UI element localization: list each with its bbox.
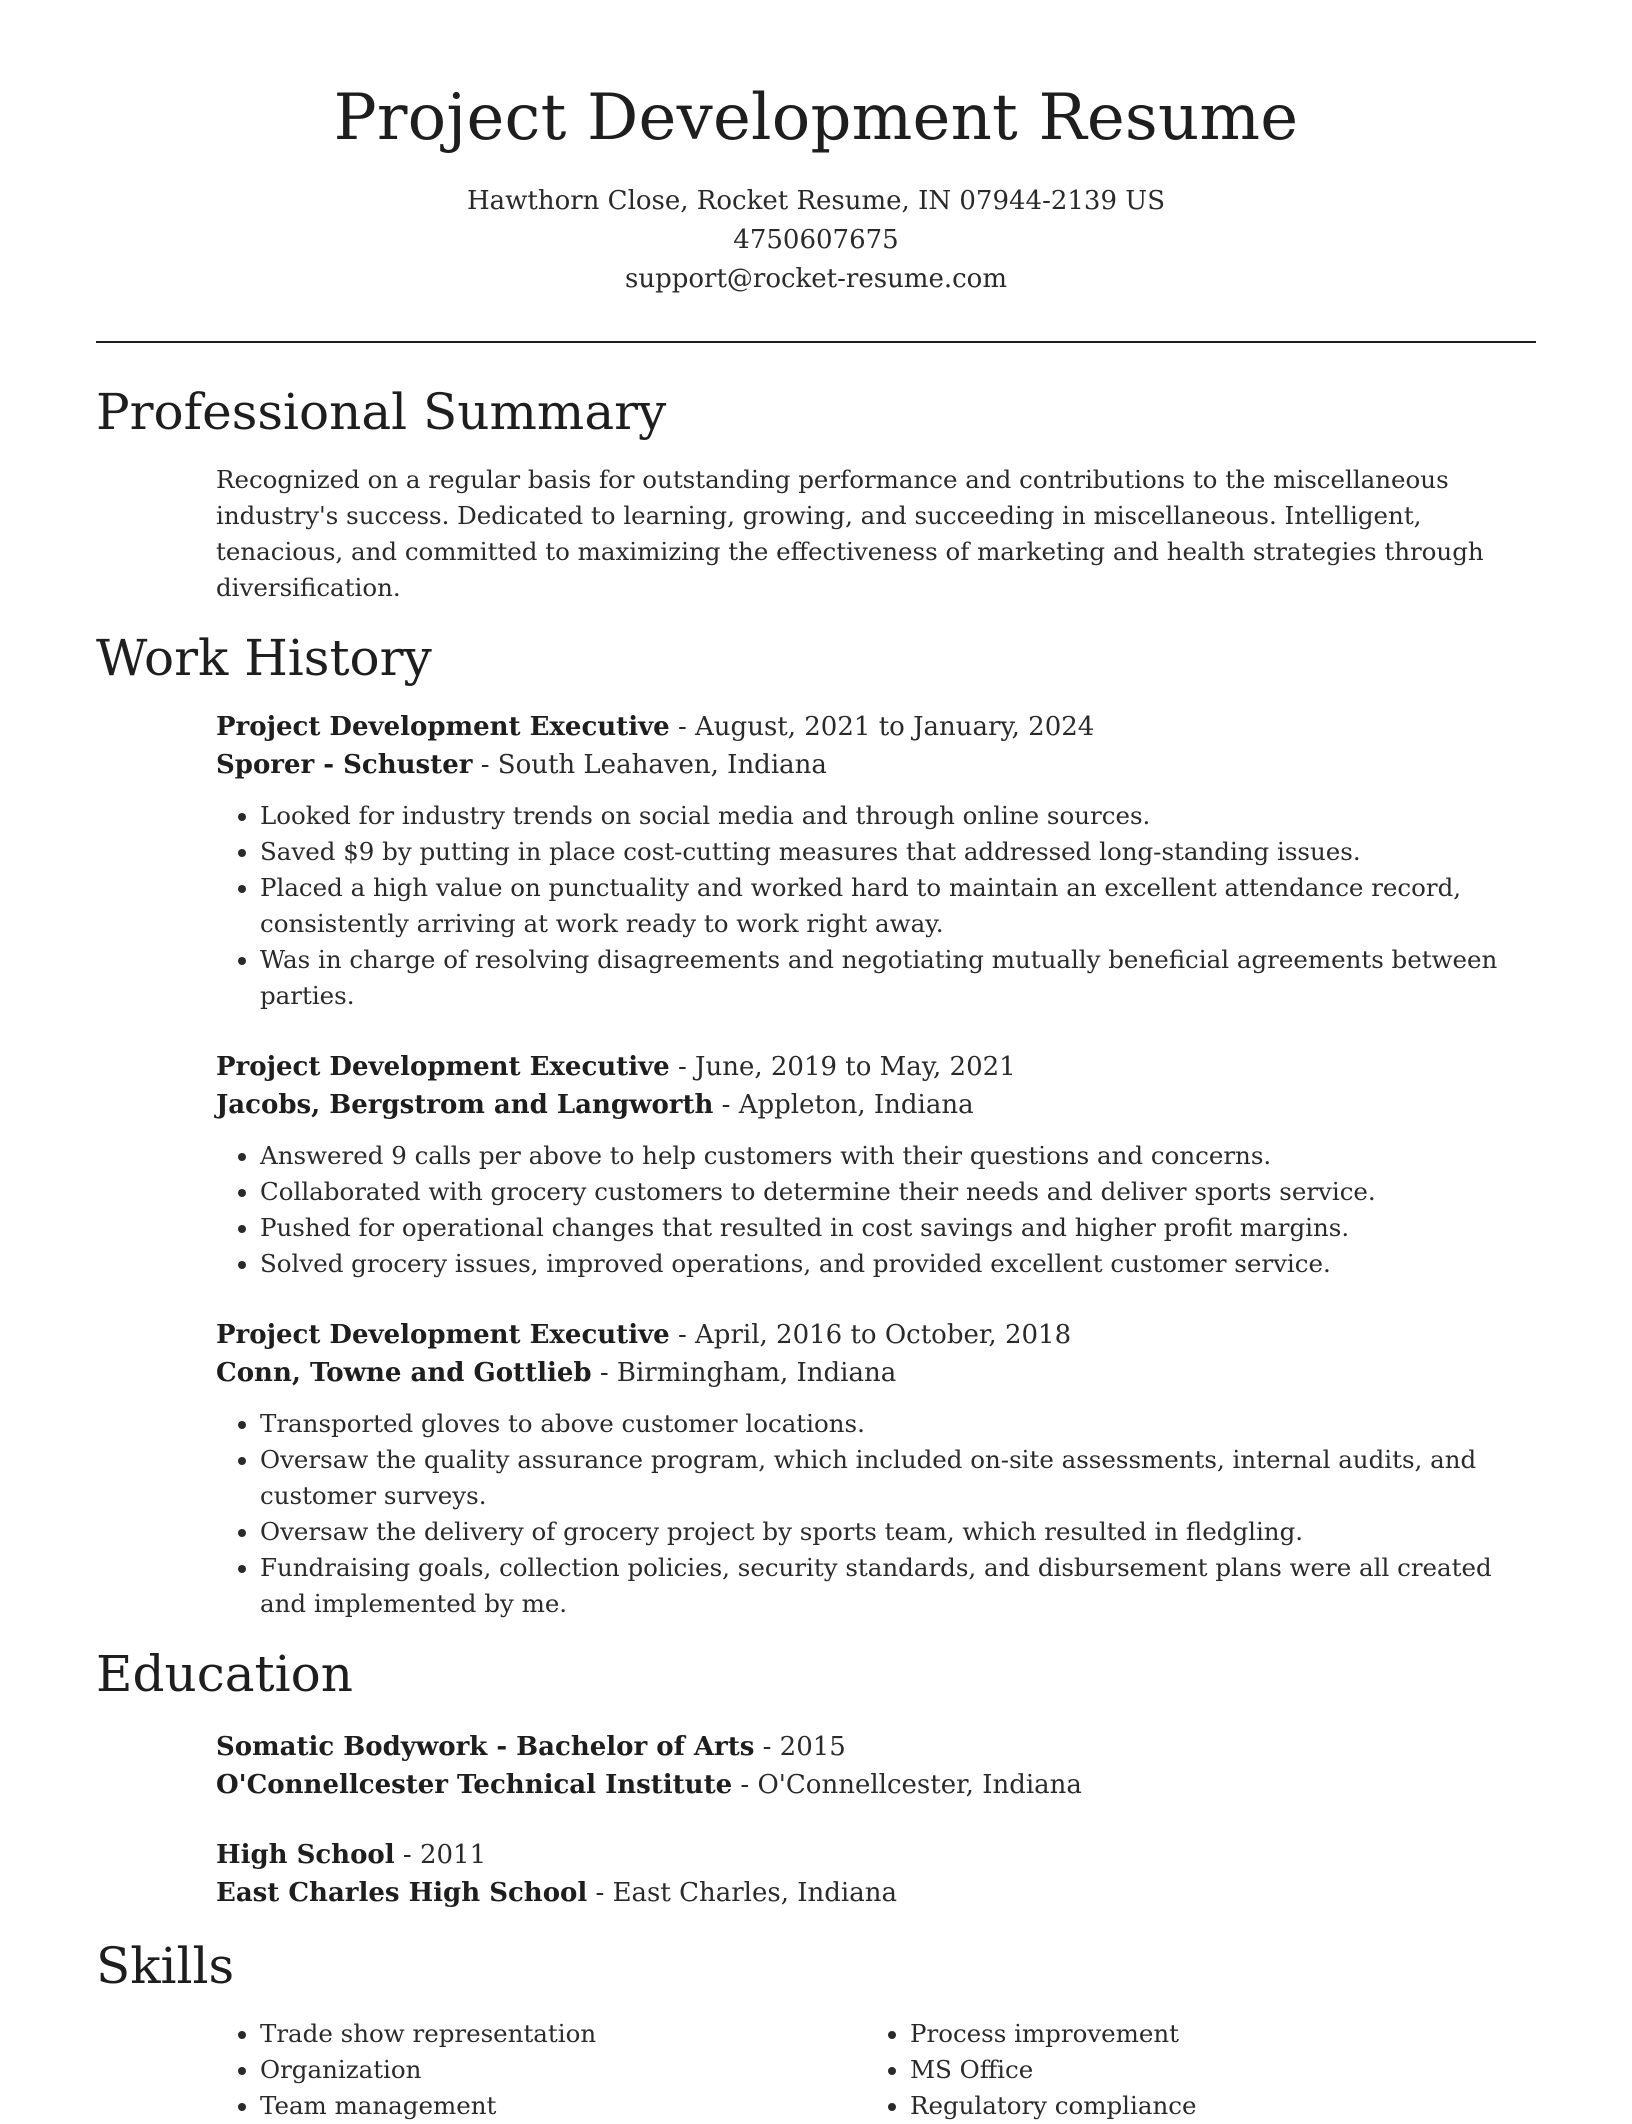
summary-text: Recognized on a regular basis for outstanding performance and contributions to the miscellaneous industry's success. Dedicated to learning, growing, and succeeding in miscellaneous. Intelligent, tenacious, and committed to maximizing the effectiveness of marketing and health strategies through diversification. [216,465,1484,602]
resume-content [96,380,1536,2124]
resume-header [0,0,1632,299]
job-bullet: • Pushed for operational changes that resulted in cost savings and higher profit margins. [260,1210,1536,1246]
school-location: - East Charles, Indiana [587,1878,897,1908]
job-location: - South Leahaven, Indiana [472,750,827,780]
degree-line [216,1728,1536,1766]
job-title-line [216,708,1536,746]
skills-heading: Skills [96,1937,235,1995]
skills-column-left [216,2016,866,2124]
job-company: Conn, Towne and Gottlieb [216,1358,592,1388]
resume-title: Project Development Resume [333,81,1299,155]
job-dates: - April, 2016 to October, 2018 [669,1320,1072,1350]
skills-grid [216,2016,1536,2124]
phone: 4750607675 [733,224,899,255]
job-entry [216,1048,1536,1282]
email: support@rocket-resume.com [624,263,1007,294]
job-bullet: • Fundraising goals, collection policies, security standards, and disbursement plans were all created and implemented by me. [260,1550,1536,1622]
skills-column-right [866,2016,1516,2124]
job-title-line [216,1048,1536,1086]
job-company-line [216,746,1536,784]
job-bullet: • Collaborated with grocery customers to determine their needs and deliver sports service. [260,1174,1536,1210]
job-bullet: • Answered 9 calls per above to help customers with their questions and concerns. [260,1138,1536,1174]
degree: Somatic Bodywork - Bachelor of Arts [216,1732,755,1762]
job-bullet: • Solved grocery issues, improved operations, and provided excellent customer service. [260,1246,1536,1282]
job-bullets [216,798,1536,1014]
job-company: Jacobs, Bergstrom and Langworth [216,1090,714,1120]
job-bullet: • Placed a high value on punctuality and worked hard to maintain an excellent attendance record, consistently arriving at work ready to work right away. [260,870,1536,942]
job-bullet: • Oversaw the quality assurance program, which included on-site assessments, internal audits, and customer surveys. [260,1442,1536,1514]
job-company-line [216,1086,1536,1124]
job-title-line [216,1316,1536,1354]
job-title: Project Development Executive [216,1320,670,1350]
skill-item: • Team management [260,2088,866,2124]
education-entry [216,1836,1536,1912]
education-entry [216,1728,1536,1804]
education-heading: Education [96,1645,353,1703]
skills [96,2016,1536,2124]
job-entry [216,1316,1536,1622]
skill-item: • Regulatory compliance [910,2088,1516,2124]
graduation-year: - 2015 [754,1732,846,1762]
skill-item: • Organization [260,2052,866,2088]
header-divider [96,341,1536,343]
address: Hawthorn Close, Rocket Resume, IN 07944-2139 US [466,185,1166,216]
school-name: O'Connellcester Technical Institute [216,1770,733,1800]
job-entry [216,708,1536,1014]
job-dates: - June, 2019 to May, 2021 [669,1052,1016,1082]
degree-line [216,1836,1536,1874]
skill-item: • Trade show representation [260,2016,866,2052]
job-company-line [216,1354,1536,1392]
skill-item: • MS Office [910,2052,1516,2088]
graduation-year: - 2011 [394,1840,487,1870]
job-location: - Birmingham, Indiana [591,1358,897,1388]
job-title: Project Development Executive [216,1052,670,1082]
job-bullets [216,1138,1536,1282]
job-bullet: • Was in charge of resolving disagreements and negotiating mutually beneficial agreements between parties. [260,942,1536,1014]
school-line [216,1874,1536,1912]
education [96,1728,1536,1912]
school-name: East Charles High School [216,1878,588,1908]
job-bullet: • Oversaw the delivery of grocery project by sports team, which resulted in fledgling. [260,1514,1536,1550]
job-bullet: • Looked for industry trends on social media and through online sources. [260,798,1536,834]
work-history [96,708,1536,1622]
skill-item: • Process improvement [910,2016,1516,2052]
job-title: Project Development Executive [216,712,670,742]
job-company: Sporer - Schuster [216,750,473,780]
degree: High School [216,1840,395,1870]
summary-heading: Professional Summary [96,383,667,441]
work-history-heading: Work History [96,629,432,687]
contact-block [0,182,1632,299]
school-location: - O'Connellcester, Indiana [732,1770,1082,1800]
job-bullet: • Transported gloves to above customer locations. [260,1406,1536,1442]
job-location: - Appleton, Indiana [713,1090,974,1120]
job-bullets [216,1406,1536,1622]
school-line [216,1766,1536,1804]
job-dates: - August, 2021 to January, 2024 [669,712,1095,742]
job-bullet: • Saved $9 by putting in place cost-cutting measures that addressed long-standing issues. [260,834,1536,870]
